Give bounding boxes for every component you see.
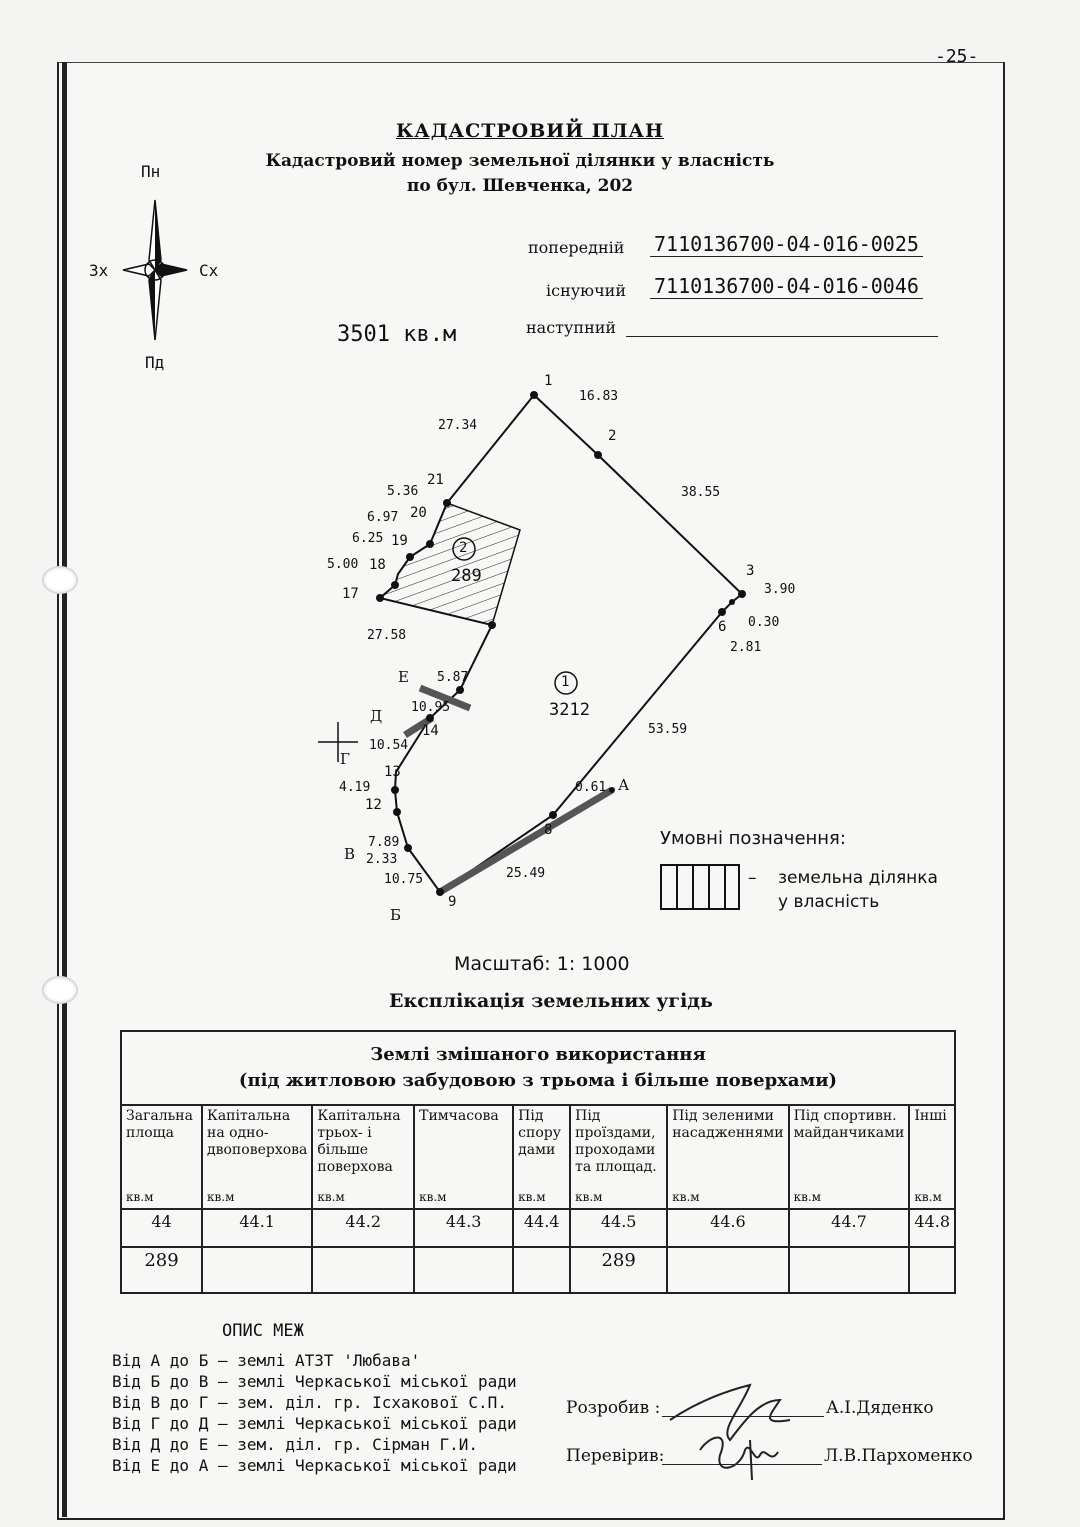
column-unit: кв.м bbox=[914, 1190, 942, 1204]
column-unit: кв.м bbox=[518, 1190, 546, 1204]
column-header: Інші bbox=[914, 1108, 947, 1124]
previous-label: попередній bbox=[528, 238, 625, 257]
previous-number: 7110136700-04-016-0025 bbox=[650, 232, 923, 257]
dist-2-33: 2.33 bbox=[366, 852, 398, 867]
table-code-row bbox=[121, 1209, 955, 1247]
code-cell: 44.6 bbox=[667, 1209, 788, 1247]
boundary-line: Від Б до В – землі Черкаської міської ради bbox=[112, 1372, 517, 1391]
table-header bbox=[121, 1031, 955, 1105]
code-cell: 44.2 bbox=[312, 1209, 414, 1247]
value-cell bbox=[513, 1247, 570, 1293]
column-header: Капітальна трьох- і більше поверхова bbox=[317, 1108, 401, 1175]
value-cell bbox=[202, 1247, 312, 1293]
boundary-line: Від А до Б – землі АТЗТ 'Любава' bbox=[112, 1351, 421, 1370]
dist-2-81: 2.81 bbox=[730, 640, 762, 655]
page-title: КАДАСТРОВИЙ ПЛАН bbox=[396, 120, 664, 142]
code-cell: 44.7 bbox=[789, 1209, 910, 1247]
table-header-line1: Землі змішаного використання bbox=[370, 1044, 706, 1065]
dist-53-59: 53.59 bbox=[648, 722, 688, 737]
value-cell: 289 bbox=[570, 1247, 667, 1293]
letter-v: В bbox=[344, 845, 356, 863]
subtitle-line2: по бул. Шевченка, 202 bbox=[406, 176, 634, 196]
boundary-line: Від В до Г – зем. діл. гр. Ісхакової С.П. bbox=[112, 1393, 507, 1412]
dist-5-00: 5.00 bbox=[327, 557, 359, 572]
boundaries-list bbox=[112, 1350, 517, 1476]
value-cell bbox=[909, 1247, 955, 1293]
table-header-line2: (під житловою забудовою з трьома і більше поверхами) bbox=[238, 1070, 838, 1091]
column-header: Під спору дами bbox=[518, 1108, 561, 1158]
dist-4-19: 4.19 bbox=[339, 780, 371, 795]
letter-b: Б bbox=[390, 906, 402, 924]
dist-5-36: 5.36 bbox=[387, 484, 419, 499]
punch-hole-top bbox=[42, 566, 78, 594]
point-8: 8 bbox=[544, 822, 553, 838]
point-3: 3 bbox=[746, 563, 755, 579]
value-cell bbox=[789, 1247, 910, 1293]
point-21: 21 bbox=[427, 472, 444, 488]
point-18: 18 bbox=[369, 557, 386, 573]
point-13: 13 bbox=[384, 764, 401, 780]
dist-27-58: 27.58 bbox=[367, 628, 407, 643]
page-number: -25- bbox=[935, 46, 979, 67]
column-unit: кв.м bbox=[672, 1190, 700, 1204]
column-header: Тимчасова bbox=[419, 1108, 499, 1124]
dist-25-49: 25.49 bbox=[506, 866, 546, 881]
point-12: 12 bbox=[365, 797, 382, 813]
point-20: 20 bbox=[410, 505, 427, 521]
value-cell bbox=[667, 1247, 788, 1293]
code-cell: 44.8 bbox=[909, 1209, 955, 1247]
parcel-2-area bbox=[380, 503, 520, 625]
dist-27-34: 27.34 bbox=[438, 418, 478, 433]
column-unit: кв.м bbox=[126, 1190, 154, 1204]
parcel-1-area-label: 3212 bbox=[549, 700, 590, 720]
dist-6-97: 6.97 bbox=[367, 510, 399, 525]
legend-dash: – bbox=[748, 868, 757, 888]
binding-edge bbox=[62, 62, 67, 1517]
subtitle-line1: Кадастровий номер земельної ділянки у власність bbox=[265, 151, 775, 171]
point-14: 14 bbox=[422, 723, 439, 739]
point-2: 2 bbox=[608, 428, 617, 444]
column-header: Капітальна на одно-двоповерхова bbox=[207, 1108, 308, 1158]
next-label: наступний bbox=[526, 318, 617, 337]
column-header: Під спортивн. майданчиками bbox=[793, 1108, 905, 1141]
parcel-1-id: 1 bbox=[561, 674, 570, 690]
explication-table bbox=[120, 1030, 956, 1294]
dist-0-61: 0.61 bbox=[575, 780, 607, 795]
table-value-row bbox=[121, 1247, 955, 1293]
code-cell: 44.1 bbox=[202, 1209, 312, 1247]
boundary-line: Від Д до Е – зем. діл. гр. Сірман Г.И. bbox=[112, 1435, 479, 1454]
punch-hole-bottom bbox=[42, 976, 78, 1004]
compass-east: Сх bbox=[199, 261, 219, 280]
column-unit: кв.м bbox=[793, 1190, 821, 1204]
letter-g: Г bbox=[340, 750, 350, 768]
code-cell: 44.3 bbox=[414, 1209, 513, 1247]
legend-item-line2: у власність bbox=[778, 892, 880, 912]
value-cell: 289 bbox=[121, 1247, 202, 1293]
developed-name: А.І.Дяденко bbox=[826, 1398, 934, 1418]
point-17: 17 bbox=[342, 586, 359, 602]
column-header: Загальна площа bbox=[126, 1108, 193, 1141]
letter-d: Д bbox=[370, 707, 383, 725]
dist-7-89: 7.89 bbox=[368, 835, 400, 850]
handwritten-signature-icon bbox=[660, 1380, 820, 1490]
dist-10-75: 10.75 bbox=[384, 872, 424, 887]
dist-3-90: 3.90 bbox=[764, 582, 796, 597]
code-cell: 44.5 bbox=[570, 1209, 667, 1247]
scale-label: Масштаб: 1: 1000 bbox=[454, 953, 630, 975]
compass-north: Пн bbox=[141, 162, 161, 181]
boundary-line: Від Е до А – землі Черкаської міської ради bbox=[112, 1456, 517, 1475]
point-6: 6 bbox=[718, 619, 727, 635]
legend-title: Умовні позначення: bbox=[660, 828, 846, 849]
dist-5-87: 5.87 bbox=[437, 670, 469, 685]
next-number-line bbox=[626, 336, 938, 337]
current-number: 7110136700-04-016-0046 bbox=[650, 274, 923, 299]
dist-10-54: 10.54 bbox=[369, 738, 409, 753]
compass-west: Зх bbox=[89, 261, 109, 280]
point-9: 9 bbox=[448, 894, 457, 910]
letter-a: А bbox=[618, 776, 630, 794]
legend-hatch-swatch bbox=[660, 864, 740, 910]
developed-label: Розробив : bbox=[566, 1398, 661, 1418]
parcel-2-area-label: 289 bbox=[451, 566, 482, 586]
current-label: існуючий bbox=[546, 281, 626, 300]
table-column-headers bbox=[121, 1105, 955, 1209]
code-cell: 44.4 bbox=[513, 1209, 570, 1247]
compass-rose bbox=[85, 160, 225, 370]
code-cell: 44 bbox=[121, 1209, 202, 1247]
checked-name: Л.В.Пархоменко bbox=[824, 1446, 973, 1466]
dist-10-95: 10.95 bbox=[411, 700, 451, 715]
value-cell bbox=[312, 1247, 414, 1293]
dist-38-55: 38.55 bbox=[681, 485, 721, 500]
column-unit: кв.м bbox=[575, 1190, 603, 1204]
boundaries-title: ОПИС МЕЖ bbox=[222, 1321, 304, 1341]
point-19: 19 bbox=[391, 533, 408, 549]
dist-6-25: 6.25 bbox=[352, 531, 384, 546]
column-unit: кв.м bbox=[317, 1190, 345, 1204]
parcel-2-id: 2 bbox=[459, 540, 468, 556]
column-unit: кв.м bbox=[419, 1190, 447, 1204]
dist-16-83: 16.83 bbox=[579, 389, 619, 404]
value-cell bbox=[414, 1247, 513, 1293]
column-header: Під проїздами, проходами та площад. bbox=[575, 1108, 657, 1175]
compass-south: Пд bbox=[145, 353, 165, 372]
column-unit: кв.м bbox=[207, 1190, 235, 1204]
explication-title: Експлікація земельних угідь bbox=[389, 990, 713, 1012]
column-header: Під зеленими насадженнями bbox=[672, 1108, 784, 1141]
boundary-line: Від Г до Д – землі Черкаської міської ради bbox=[112, 1414, 517, 1433]
letter-e: Е bbox=[398, 668, 409, 686]
dist-0-30: 0.30 bbox=[748, 615, 780, 630]
point-1: 1 bbox=[544, 373, 553, 389]
total-area-label: 3501 кв.м bbox=[337, 322, 457, 347]
checked-label: Перевірив: bbox=[566, 1446, 665, 1466]
legend-item-line1: земельна ділянка bbox=[778, 868, 938, 888]
